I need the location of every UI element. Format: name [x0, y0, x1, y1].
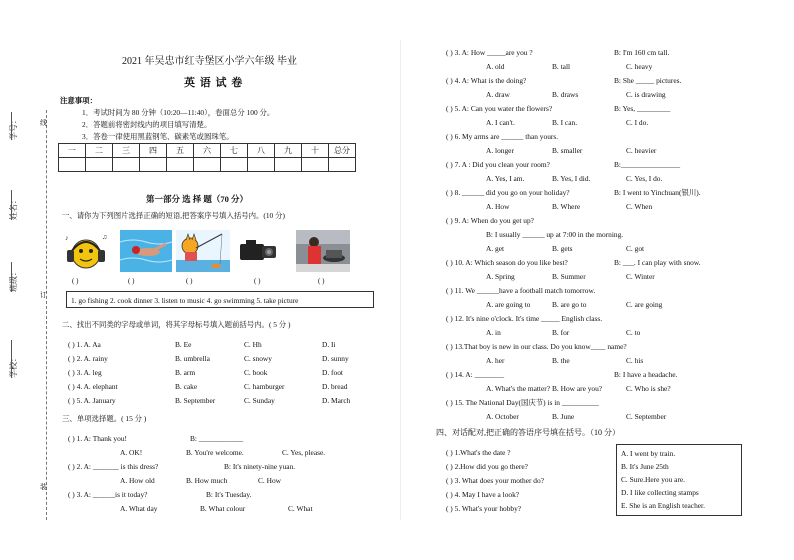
camera-picture	[236, 230, 280, 272]
mc-response: B: I went to Yinchuan(银川).	[614, 188, 701, 197]
score-cell[interactable]	[59, 158, 86, 172]
score-cell[interactable]	[329, 158, 356, 172]
odd-one-option-d: D. foot	[322, 368, 343, 377]
mc-option-c: C. When	[626, 202, 653, 211]
swimming-picture	[120, 230, 172, 272]
mc-option-b: B. Yes, I did.	[552, 174, 591, 183]
odd-one-option-c: C. hamburger	[244, 382, 285, 391]
class-blank[interactable]	[11, 262, 12, 292]
mc-option-a: A. longer	[486, 146, 514, 155]
binding-word-staple: 订	[40, 291, 47, 299]
notice-title: 注意事项：	[60, 96, 97, 105]
odd-one-question[interactable]: ( ) 1. A. Aa	[68, 340, 101, 349]
school-blank[interactable]	[11, 340, 12, 378]
match-answer: E. She is an English teacher.	[621, 501, 705, 510]
score-header: 九	[275, 144, 302, 158]
match-question[interactable]: ( ) 5. What's your hobby?	[446, 504, 522, 513]
fishing-picture	[176, 230, 230, 272]
mc-response: B:________________	[614, 160, 681, 169]
odd-one-option-b: B. September	[175, 396, 216, 405]
match-question[interactable]: ( ) 3. What does your mother do?	[446, 476, 544, 485]
mc-response: B: I'm 160 cm tall.	[614, 48, 670, 57]
mc-option-b: B. are go to	[552, 300, 587, 309]
odd-one-question[interactable]: ( ) 3. A. leg	[68, 368, 102, 377]
match-answer: D. I like collecting stamps	[621, 488, 699, 497]
mc-option-c: C. heavy	[626, 62, 653, 71]
mc-option-c: C. What	[288, 504, 313, 513]
mc-question[interactable]: ( ) 4. A: What is the doing?	[446, 76, 527, 85]
mc-question[interactable]: ( ) 11. We ______have a football match tomorrow.	[446, 286, 596, 295]
odd-one-option-b: B. arm	[175, 368, 196, 377]
mc-option-b: B. Summer	[552, 272, 586, 281]
student-number-blank[interactable]	[11, 112, 12, 140]
mc-option-a: A. What day	[120, 504, 158, 513]
odd-one-option-b: B. cake	[175, 382, 198, 391]
score-cell[interactable]	[86, 158, 113, 172]
score-table-value-row[interactable]	[59, 158, 356, 172]
picture-1-blank[interactable]: ( )	[72, 277, 79, 285]
mc-option-b: B. draws	[552, 90, 579, 99]
mc-option-b: B. the	[552, 356, 570, 365]
mc-option-c: C. to	[626, 328, 641, 337]
student-name-label: 姓名：	[9, 196, 18, 220]
mc-option-c: C. is drawing	[626, 90, 666, 99]
mc-question[interactable]: ( ) 6. My arms are ______ than yours.	[446, 132, 559, 141]
mc-response: B: She _____ pictures.	[614, 76, 682, 85]
odd-one-option-c: C. book	[244, 368, 268, 377]
cooking-picture	[296, 230, 350, 272]
mc-question[interactable]: ( ) 1. A: Thank you!	[68, 434, 127, 443]
section-three-title: 三、单项选择题。( 15 分 )	[62, 414, 147, 423]
mc-option-c: C. are going	[626, 300, 663, 309]
score-cell[interactable]	[275, 158, 302, 172]
score-header: 一	[59, 144, 86, 158]
part-one-title: 第一部分 选 择 题（70 分）	[146, 194, 249, 204]
mc-option-b: B. How much	[186, 476, 228, 485]
notice-2: 2．答题前将密封线内的项目填写清楚。	[82, 120, 212, 129]
odd-one-option-d: D. Ii	[322, 340, 336, 349]
match-answer: B. It's June 25th	[621, 462, 669, 471]
mc-option-c: C. I do.	[626, 118, 649, 127]
section-two-title: 二、找出不同类的字母或单词，将其字母标号填入题前括号内。( 5 分 )	[62, 320, 291, 329]
mc-question[interactable]: ( ) 9. A: When do you get up?	[446, 216, 534, 225]
odd-one-option-d: D. bread	[322, 382, 348, 391]
mc-option-a: A. How	[486, 202, 510, 211]
mc-question[interactable]: ( ) 8. ______ did you go on your holiday?	[446, 188, 570, 197]
mc-option-b: B. What colour	[200, 504, 246, 513]
mc-option-c: C. got	[626, 244, 645, 253]
picture-4-blank[interactable]: ( )	[254, 277, 261, 285]
match-question[interactable]: ( ) 1.What's the date ?	[446, 448, 511, 457]
odd-one-option-c: C. Sunday	[244, 396, 275, 405]
mc-question[interactable]: ( ) 5. A: Can you water the flowers?	[446, 104, 553, 113]
mc-option-b: B. How are you?	[552, 384, 603, 393]
score-cell[interactable]	[221, 158, 248, 172]
score-header: 四	[140, 144, 167, 158]
mc-option-c: C. Yes, I do.	[626, 174, 663, 183]
score-cell[interactable]	[194, 158, 221, 172]
picture-3-blank[interactable]: ( )	[186, 277, 193, 285]
score-header: 二	[86, 144, 113, 158]
svg-text:♫: ♫	[102, 233, 108, 241]
mc-option-c: C. Yes, please.	[282, 448, 326, 457]
odd-one-option-d: D. March	[322, 396, 351, 405]
score-cell[interactable]	[248, 158, 275, 172]
mc-response: B: It's ninety-nine yuan.	[224, 462, 296, 471]
mc-option-c: C. How	[258, 476, 281, 485]
score-table	[58, 143, 356, 172]
mc-option-a: A. How old	[120, 476, 155, 485]
class-label: 班级：	[9, 268, 18, 292]
student-name-blank[interactable]	[11, 190, 12, 220]
score-header: 八	[248, 144, 275, 158]
phrase-box: 1. go fishing 2. cook dinner 3. listen to music 4. go swimming 5. take picture	[66, 291, 374, 308]
match-answer: A. I went by train.	[621, 449, 676, 458]
mc-question[interactable]: ( ) 15. The National Day(国庆节) is in __________	[446, 398, 599, 407]
odd-one-option-c: C. Hh	[244, 340, 262, 349]
school-label: 学校：	[9, 354, 18, 378]
mc-response: B: Yes, _________	[614, 104, 671, 113]
score-table-header-row	[59, 144, 356, 158]
mc-option-a: A. get	[486, 244, 505, 253]
mc-option-b: B. for	[552, 328, 570, 337]
score-cell[interactable]	[140, 158, 167, 172]
score-header: 五	[167, 144, 194, 158]
mc-response: B: ___. I can play with snow.	[614, 258, 701, 267]
student-number-label: 学号：	[9, 116, 18, 140]
mc-question[interactable]: ( ) 2. A: _______ is this dress?	[68, 462, 159, 471]
binding-word-line: 线	[40, 119, 47, 127]
score-header: 十	[302, 144, 329, 158]
mc-option-b: B. I can.	[552, 118, 578, 127]
mc-option-a: A. Yes, I am.	[486, 174, 525, 183]
score-header: 七	[221, 144, 248, 158]
mc-option-b: B. You're welcome.	[186, 448, 244, 457]
mc-question[interactable]: ( ) 13.That boy is new in our class. Do you know____ name?	[446, 342, 627, 351]
exam-subtitle: 英 语 试 卷	[184, 77, 244, 89]
mc-option-a: A. What's the matter?	[486, 384, 550, 393]
mc-option-b: B. Where	[552, 202, 581, 211]
mc-option-b: B. gets	[552, 244, 573, 253]
mc-option-a: A. old	[486, 62, 505, 71]
score-header: 总分	[329, 144, 356, 158]
notice-1: 1．考试时间为 80 分钟（10:20—11:40），卷面总分 100 分。	[82, 108, 275, 117]
mc-option-b: B. tall	[552, 62, 571, 71]
mc-response: B: ____________	[190, 434, 244, 443]
mc-question[interactable]: ( ) 3. A: How _____are you ?	[446, 48, 533, 57]
mc-option-a: A. October	[486, 412, 519, 421]
mc-response: B: It's Tuesday.	[206, 490, 252, 499]
score-header: 三	[113, 144, 140, 158]
section-one-title: 一、请你为下列图片选择正确的短语,把答案序号填入括号内。(10 分)	[62, 211, 285, 220]
mc-option-c: C. heavier	[626, 146, 657, 155]
mc-option-a: A. are going to	[486, 300, 531, 309]
headphones-picture	[62, 230, 110, 272]
mc-question[interactable]: B: I usually ______ up at 7:00 in the morning.	[486, 230, 624, 239]
odd-one-question[interactable]: ( ) 5. A. January	[68, 396, 116, 405]
odd-one-option-b: B. Ee	[175, 340, 192, 349]
mc-question[interactable]: ( ) 14. A: ________	[446, 370, 505, 379]
mc-option-a: A. draw	[486, 90, 510, 99]
score-cell[interactable]	[113, 158, 140, 172]
section-four-title: 四、对话配对,把正确的答语序号填在括号。（10 分）	[436, 428, 620, 437]
mc-question[interactable]: ( ) 10. A: Which season do you like best?	[446, 258, 568, 267]
odd-one-question[interactable]: ( ) 4. A. elephant	[68, 382, 118, 391]
binding-word-bind: 装	[40, 483, 47, 491]
score-header: 六	[194, 144, 221, 158]
score-cell[interactable]	[167, 158, 194, 172]
mc-option-a: A. in	[486, 328, 501, 337]
mc-question[interactable]: ( ) 12. It's nine o'clock. It's time _____ English class.	[446, 314, 603, 323]
mc-option-a: A. her	[486, 356, 505, 365]
match-answer: C. Sure.Here you are.	[621, 475, 686, 484]
mc-option-c: C. Winter	[626, 272, 655, 281]
mc-option-b: B. June	[552, 412, 575, 421]
match-question[interactable]: ( ) 2.How did you go there?	[446, 462, 528, 471]
score-cell[interactable]	[302, 158, 329, 172]
mc-option-c: C. September	[626, 412, 667, 421]
mc-option-c: C. his	[626, 356, 644, 365]
mc-option-c: C. Who is she?	[626, 384, 671, 393]
picture-2-blank[interactable]: ( )	[128, 277, 135, 285]
exam-title-line: 2021 年吴忠市红寺堡区小学六年级 毕业	[122, 56, 297, 67]
notice-3: 3．答卷一律使用黑蓝钢笔、碳素笔或圆珠笔。	[82, 132, 234, 141]
mc-option-a: A. OK!	[120, 448, 143, 457]
column-divider	[400, 40, 401, 520]
odd-one-option-c: C. snowy	[244, 354, 272, 363]
binding-line	[46, 110, 47, 520]
picture-5-blank[interactable]: ( )	[318, 277, 325, 285]
mc-option-b: B. smaller	[552, 146, 583, 155]
mc-question[interactable]: ( ) 7. A : Did you clean your room?	[446, 160, 550, 169]
odd-one-option-b: B. umbrella	[175, 354, 210, 363]
match-question[interactable]: ( ) 4. May I have a look?	[446, 490, 520, 499]
mc-response: B: I have a headache.	[614, 370, 678, 379]
mc-option-a: A. Spring	[486, 272, 515, 281]
svg-text:♪: ♪	[65, 234, 69, 242]
mc-option-a: A. I can't.	[486, 118, 515, 127]
odd-one-option-d: D. sunny	[322, 354, 349, 363]
mc-question[interactable]: ( ) 3. A: ______is it today?	[68, 490, 148, 499]
odd-one-question[interactable]: ( ) 2. A. rainy	[68, 354, 108, 363]
